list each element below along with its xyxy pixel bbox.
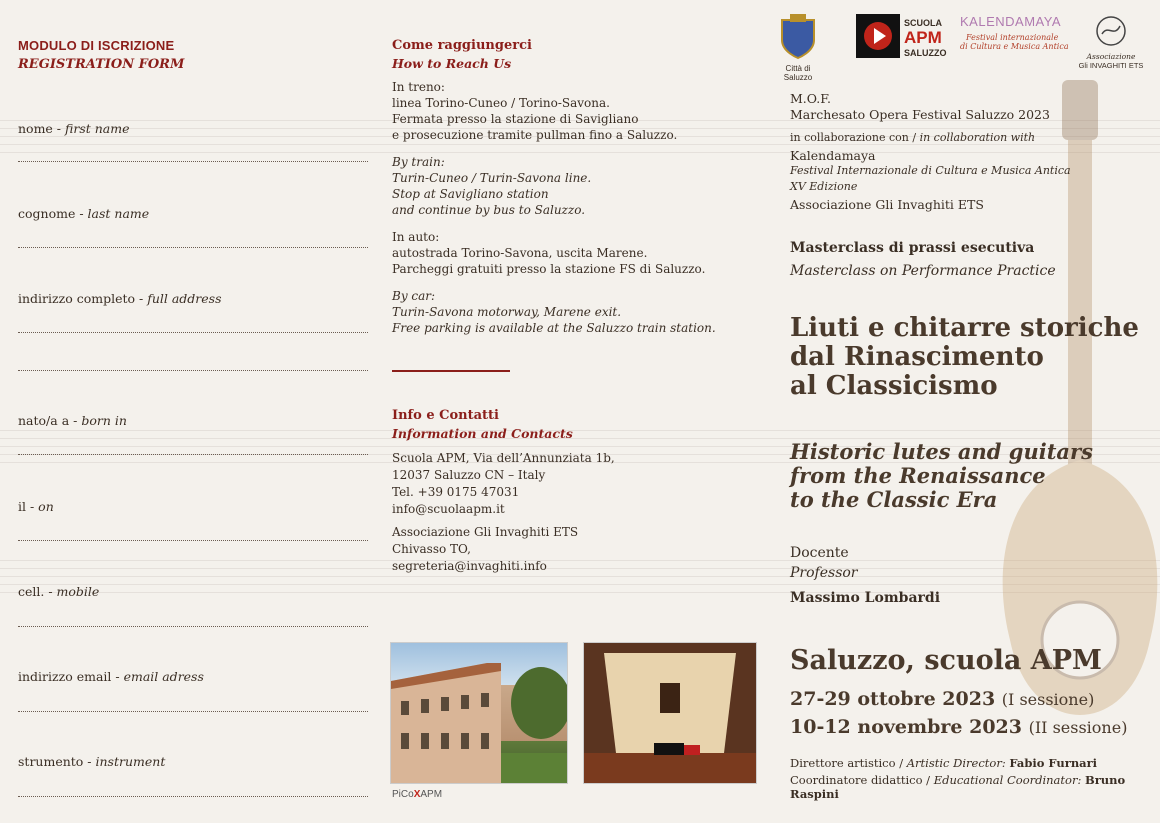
mof: M.O.F. bbox=[790, 91, 831, 106]
association: Associazione Gli Invaghiti ETS bbox=[790, 197, 984, 212]
reach-title: Come raggiungerci bbox=[392, 38, 532, 53]
field-label-last-name: cognome - last name bbox=[18, 206, 150, 221]
masterclass-en: Masterclass on Performance Practice bbox=[790, 263, 1056, 279]
title-it: Liuti e chitarre storiche dal Rinascimento al Classicismo bbox=[790, 313, 1139, 401]
car-it: In auto: autostrada Torino-Savona, uscita Marene. Parcheggi gratuiti presso la stazione FS di Saluzzo. bbox=[392, 230, 706, 276]
date-session-2: 10-12 novembre 2023 (II sessione) bbox=[790, 716, 1128, 738]
field-label-born-in: nato/a a - born in bbox=[18, 413, 127, 428]
field-label-instrument: strumento - instrument bbox=[18, 754, 166, 769]
form-subtitle: REGISTRATION FORM bbox=[18, 57, 185, 72]
field-label-mobile: cell. - mobile bbox=[18, 584, 100, 599]
email-line[interactable] bbox=[18, 711, 368, 712]
building-photo bbox=[390, 642, 568, 784]
field-label-address: indirizzo completo - full address bbox=[18, 291, 222, 306]
info-panel bbox=[378, 0, 760, 823]
kalendamaya-desc: Festival Internazionale di Cultura e Musica Antica bbox=[790, 164, 1071, 177]
last-name-line[interactable] bbox=[18, 247, 368, 248]
hall-photo bbox=[583, 642, 757, 784]
contacts-apm: Scuola APM, Via dell’Annunziata 1b, 12037 Saluzzo CN – Italy Tel. +39 0175 47031 info@scuolaapm.it bbox=[392, 450, 752, 518]
cover-panel bbox=[760, 0, 1160, 823]
title-en: Historic lutes and guitars from the Renaissance to the Classic Era bbox=[790, 439, 1093, 512]
venue: Saluzzo, scuola APM bbox=[790, 645, 1102, 676]
docente-label: Docente bbox=[790, 545, 849, 561]
collaboration: in collaborazione con / in collaboration with bbox=[790, 131, 1036, 144]
section-divider bbox=[392, 370, 510, 372]
field-label-first-name: nome - first name bbox=[18, 121, 130, 136]
address-line-2[interactable] bbox=[18, 370, 368, 371]
train-it: In treno: linea Torino-Cuneo / Torino-Savona. Fermata presso la stazione di Savigliano e prosecuzione tramite pullman fino a Saluzzo. bbox=[392, 80, 678, 142]
registration-panel bbox=[0, 0, 378, 823]
professor-label: Professor bbox=[790, 565, 858, 581]
contacts-title: Info e Contatti bbox=[392, 408, 499, 423]
email-link-invaghiti[interactable]: segreteria@invaghiti.info bbox=[392, 559, 547, 573]
instrument-line[interactable] bbox=[18, 796, 368, 797]
citta-saluzzo-logo: Città di Saluzzo bbox=[778, 14, 824, 82]
birth-date-line[interactable] bbox=[18, 540, 368, 541]
date-session-1: 27-29 ottobre 2023 (I sessione) bbox=[790, 688, 1095, 710]
reach-subtitle: How to Reach Us bbox=[392, 56, 512, 71]
kalendamaya-logo: KALENDAMAYA Festival internazionale di Cultura e Musica Antica bbox=[960, 14, 1069, 51]
car-en: By car: Turin-Savona motorway, Marene exit. Free parking is available at the Saluzzo train station. bbox=[392, 289, 716, 335]
email-link-apm[interactable]: info@scuolaapm.it bbox=[392, 502, 505, 516]
picco-apm-logo: PiCoXAPM bbox=[392, 789, 443, 800]
mobile-line[interactable] bbox=[18, 626, 368, 627]
first-name-line[interactable] bbox=[18, 161, 368, 162]
contacts-subtitle: Information and Contacts bbox=[392, 426, 573, 441]
born-in-line[interactable] bbox=[18, 454, 368, 455]
teacher-name: Massimo Lombardi bbox=[790, 590, 941, 606]
train-en: By train: Turin-Cuneo / Turin-Savona line. Stop at Savigliano station and continue by bus to Saluzzo. bbox=[392, 155, 592, 217]
masterclass-it: Masterclass di prassi esecutiva bbox=[790, 240, 1035, 256]
kalendamaya-name: Kalendamaya bbox=[790, 148, 876, 163]
contacts-invaghiti: Associazione Gli Invaghiti ETS Chivasso TO, segreteria@invaghiti.info bbox=[392, 524, 752, 575]
festival-name: Marchesato Opera Festival Saluzzo 2023 bbox=[790, 107, 1050, 122]
scuola-apm-logo: SCUOLA APM SALUZZO bbox=[856, 14, 942, 70]
educational-coordinator: Coordinatore didattico / Educational Coordinator: Bruno Raspini bbox=[790, 773, 1126, 801]
field-label-email: indirizzo email - email adress bbox=[18, 669, 204, 684]
artistic-director: Direttore artistico / Artistic Director: Fabio Furnari bbox=[790, 756, 1098, 770]
edition: XV Edizione bbox=[790, 180, 858, 193]
address-line-1[interactable] bbox=[18, 332, 368, 333]
field-label-on: il - on bbox=[18, 499, 54, 514]
form-title: MODULO DI ISCRIZIONE bbox=[18, 38, 175, 53]
invaghiti-logo: Associazione Gli INVAGHITI ETS bbox=[1074, 14, 1148, 70]
